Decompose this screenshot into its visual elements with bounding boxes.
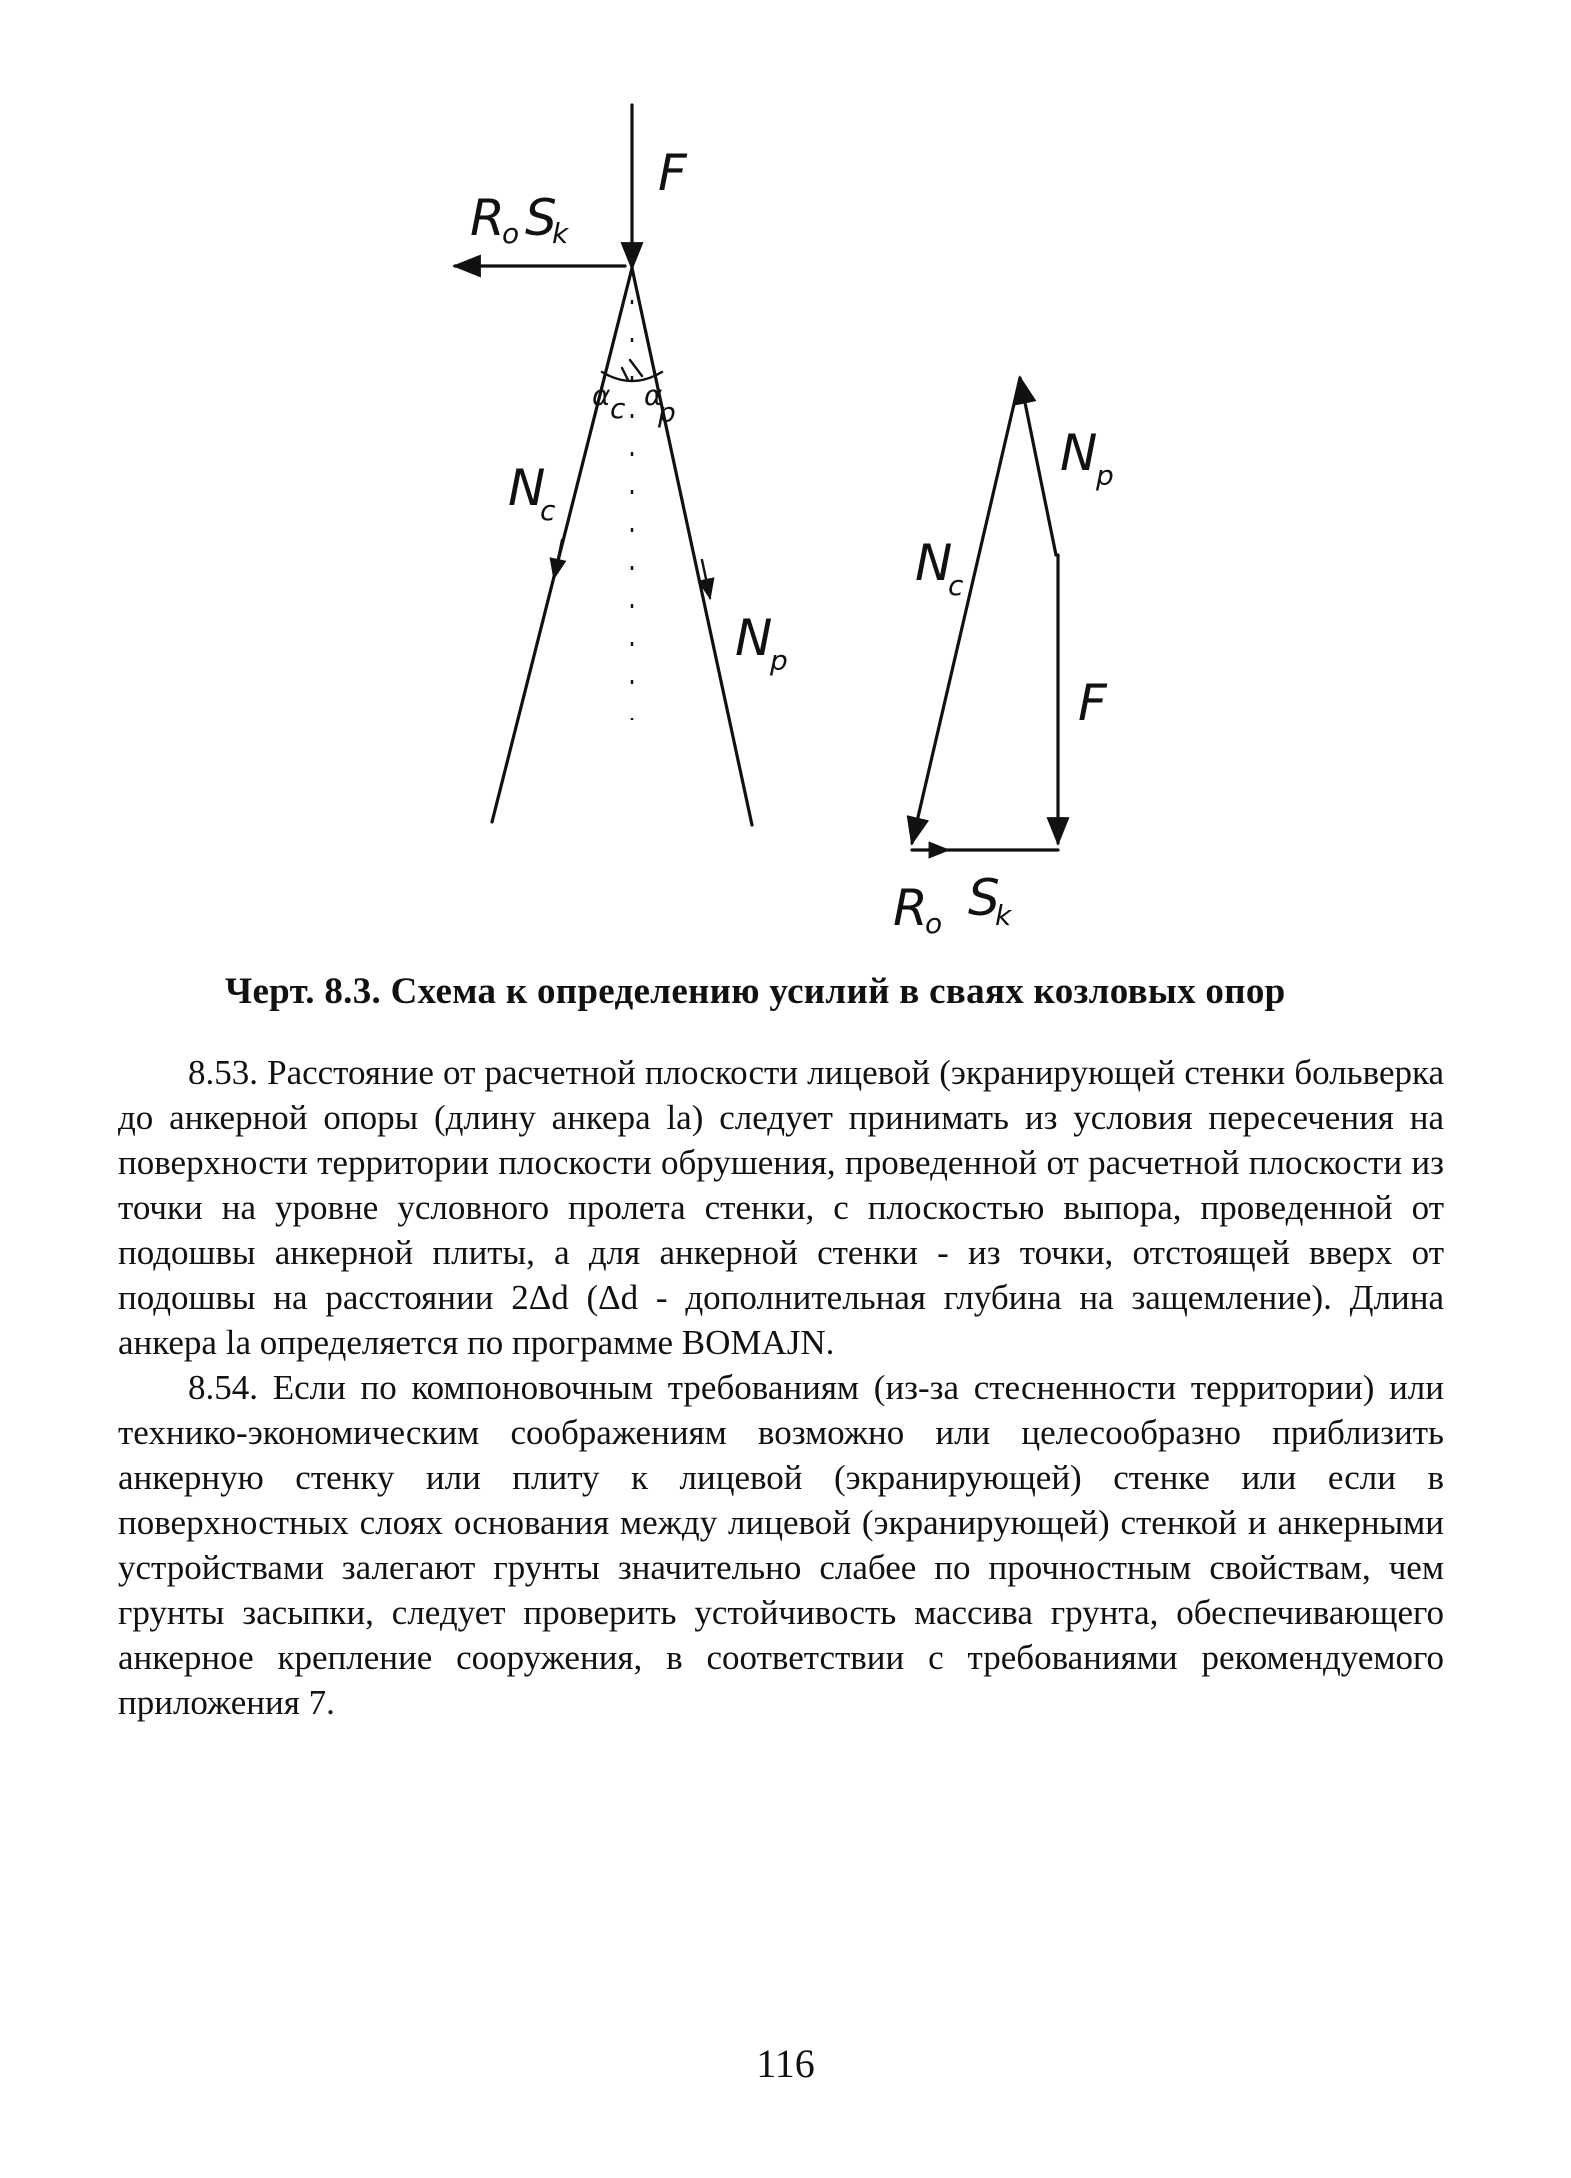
pile-np-line — [632, 268, 752, 825]
svg-text:S: S — [525, 189, 557, 247]
arrow-nc — [554, 540, 562, 578]
svg-text:p: p — [658, 396, 676, 429]
svg-text:α: α — [644, 379, 663, 412]
paragraph-8-53: 8.53. Расстояние от расчетной плоскости лицевой (экранирующей стенки больверка до анкерной опоры (длину анкера lа) следует принимать из условия пересечения на поверхности территории плоскости обрушения, проведенной от расчетной плоскости из точки на уровне условного пролета стенки, с плоскостью выпора, проведенной от подошвы анкерной плиты, а для анкерной стенки - из точки, отстоящей вверх от подошвы на расстоянии 2Δd (Δd - дополнительная глубина на защемление). Длина анкера lа определяется по программе BOMAJN. — [118, 1053, 1444, 1362]
figure-caption: Черт. 8.3. Схема к определению усилий в сваях козловых опор — [225, 971, 1286, 1012]
label-np-left — [735, 609, 788, 677]
svg-text:S: S — [968, 869, 1000, 927]
pile-scheme — [455, 105, 788, 825]
svg-text:N: N — [735, 609, 773, 667]
angle-tick-1 — [630, 360, 642, 376]
label-ro-sk-top — [470, 189, 570, 250]
svg-text:c: c — [540, 494, 556, 527]
svg-text:p: p — [770, 644, 788, 677]
svg-text:k: k — [552, 217, 569, 250]
svg-text:α: α — [592, 379, 611, 412]
label-nc-left — [508, 459, 556, 527]
svg-text:c: c — [610, 392, 626, 425]
svg-text:o: o — [502, 217, 520, 250]
svg-text:c: c — [948, 569, 964, 602]
label-f-right — [1078, 674, 1108, 732]
svg-text:p: p — [1096, 459, 1114, 492]
svg-text:F: F — [658, 144, 687, 202]
force-diagram-figure — [0, 0, 1571, 960]
svg-text:k: k — [995, 899, 1012, 932]
label-alpha-p — [644, 379, 676, 429]
page-number: 116 — [756, 2041, 815, 2086]
polygon-nc-side — [912, 378, 1020, 843]
label-np-right — [1060, 424, 1114, 492]
svg-text:N: N — [508, 459, 546, 517]
label-nc-right — [915, 534, 964, 602]
svg-text:R: R — [893, 879, 928, 937]
svg-text:R: R — [470, 189, 505, 247]
label-f-top — [658, 144, 688, 202]
body-text — [118, 1050, 1444, 1725]
svg-text:N: N — [915, 534, 953, 592]
paragraph-8-54: 8.54. Если по компоновочным требованиям (из-за стесненности территории) или технико-экономическим соображениям возможно или целесообразно приблизить анкерную стенку или плиту к лицевой (экранирующей) стенке или если в поверхностных слоях основания между лицевой (экранирующей) стенкой и анкерными устройствами залегают грунты значительно слабее по прочностным свойствам, чем грунты засыпки, следует проверить устойчивость массива грунта, обеспечивающего анкерное крепление сооружения, в соответствии с требованиями рекомендуемого приложения 7. — [118, 1368, 1444, 1722]
svg-text:F: F — [1078, 674, 1107, 732]
svg-text:N: N — [1060, 424, 1098, 482]
force-polygon — [893, 378, 1114, 940]
angle-tick-2 — [622, 368, 628, 380]
label-ro-sk-bottom — [893, 869, 1013, 940]
svg-text:o: o — [925, 907, 943, 940]
polygon-np-side — [1020, 378, 1056, 555]
label-alpha-c — [592, 379, 626, 425]
